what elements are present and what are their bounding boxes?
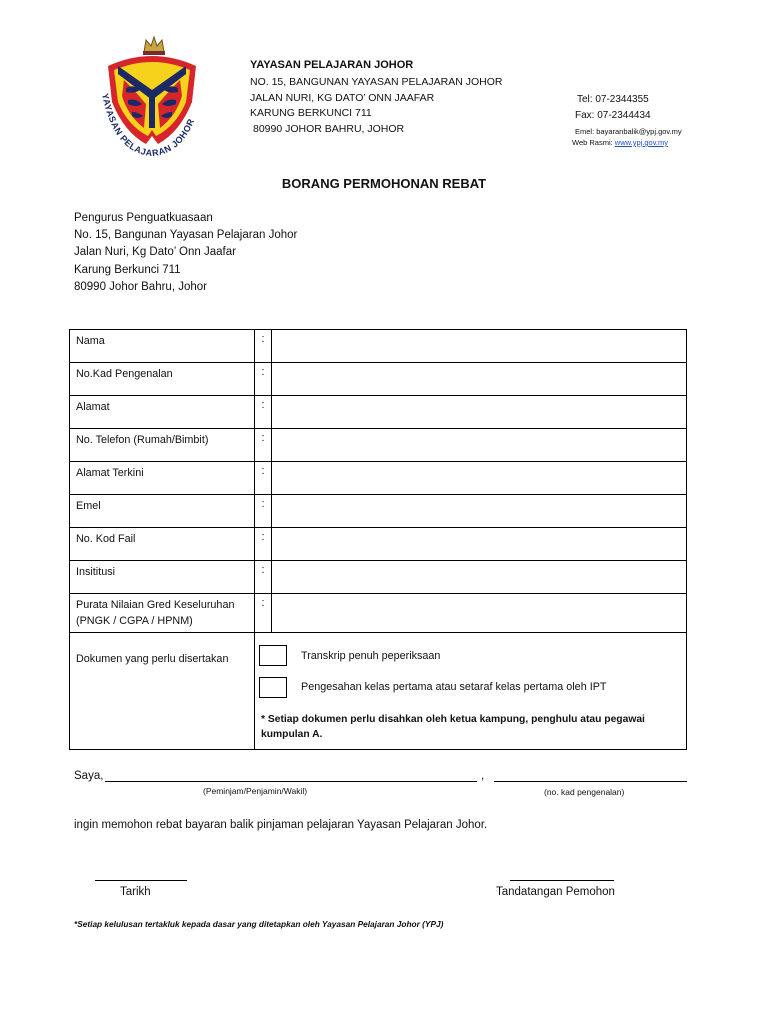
form-row-kod-fail [70,528,687,561]
field-input-kod-fail[interactable] [272,528,687,561]
field-input-nama[interactable] [272,330,687,363]
colon: : [255,594,272,633]
form-row-alamat-terkini [70,462,687,495]
field-input-alamat[interactable] [272,396,687,429]
recipient-address [74,210,297,296]
email: Emel: bayaranbalik@ypj.gov.my [575,127,682,136]
form-row-dokumen [70,633,687,750]
date-label: Tarikh [120,886,151,898]
ypj-logo [88,32,216,160]
signature-label: Tandatangan Pemohon [496,886,615,898]
field-label: Emel [70,495,255,528]
saya-label: Saya, [74,770,104,782]
field-label-pngk [70,594,255,633]
field-input-telefon[interactable] [272,429,687,462]
colon: : [255,462,272,495]
signature-line[interactable] [510,880,614,881]
field-label: Dokumen yang perlu disertakan [70,633,255,750]
field-label: No. Telefon (Rumah/Bimbit) [70,429,255,462]
field-label: Alamat Terkini [70,462,255,495]
form-row-ic [70,363,687,396]
address-line: JALAN NURI, KG DATO’ ONN JAAFAR [250,91,435,104]
checkbox-label: Pengesahan kelas pertama atau setaraf kelas pertama oleh IPT [301,681,607,693]
field-label: (PNGK / CGPA / HPNM) [76,615,193,627]
name-blank[interactable] [105,781,477,782]
org-address [250,75,502,137]
field-input-ic[interactable] [272,363,687,396]
field-input-alamat-terkini[interactable] [272,462,687,495]
colon: : [255,330,272,363]
checkbox-pengesahan[interactable] [259,677,287,698]
recipient-line: Jalan Nuri, Kg Dato’ Onn Jaafar [74,246,236,259]
recipient-line: No. 15, Bangunan Yayasan Pelajaran Johor [74,229,298,242]
field-label: Insititusi [70,561,255,594]
field-label: No. Kod Fail [70,528,255,561]
address-line: NO. 15, BANGUNAN YAYASAN PELAJARAN JOHOR [250,76,503,88]
form-row-nama [70,330,687,363]
field-label: Purata Nilaian Gred Keseluruhan [76,599,235,611]
checkbox-transkrip[interactable] [259,645,287,666]
field-label: Alamat [70,396,255,429]
colon: : [255,528,272,561]
crown-icon [143,37,165,55]
colon: : [255,363,272,396]
form-title: BORANG PERMOHONAN REBAT [281,176,487,191]
colon: : [255,561,272,594]
svg-text:YAYASAN PELAJARAN JOHOR: YAYASAN PELAJARAN JOHOR [100,92,197,159]
application-form-table [69,329,687,750]
field-input-pngk[interactable] [272,594,687,633]
colon: : [255,429,272,462]
web-label: Web Rasmi: [572,138,615,147]
checkbox-label: Transkrip penuh peperiksaan [301,650,441,662]
form-row-alamat [70,396,687,429]
org-name: YAYASAN PELAJARAN JOHOR [250,59,414,71]
colon: : [255,396,272,429]
recipient-line: 80990 Johor Bahru, Johor [74,280,207,293]
footnote: *Setiap kelulusan tertakluk kepada dasar yang ditetapkan oleh Yayasan Pelajaran Johor (YPJ) [74,919,444,929]
address-line: 80990 JOHOR BAHRU, JOHOR [253,122,405,135]
contact-info [572,92,682,151]
web-link[interactable]: www.ypj.gov.my [614,138,669,147]
name-caption: (Peminjam/Penjamin/Wakil) [203,786,308,796]
date-line[interactable] [95,880,187,881]
recipient-line: Karung Berkunci 711 [74,263,181,276]
documents-cell [255,633,687,750]
field-label: Nama [70,330,255,363]
tel: Tel: 07-2344355 [577,94,649,105]
colon: : [255,495,272,528]
documents-note: * Setiap dokumen perlu disahkan oleh ketua kampung, penghulu atau pegawai kumpulan A. [261,714,645,740]
field-input-institusi[interactable] [272,561,687,594]
comma: , [481,770,485,782]
ic-caption: (no. kad pengenalan) [544,787,625,797]
web [572,135,682,151]
form-row-institusi [70,561,687,594]
address-line: KARUNG BERKUNCI 711 [250,107,372,119]
declaration-statement: ingin memohon rebat bayaran balik pinjaman pelajaran Yayasan Pelajaran Johor. [74,819,488,831]
field-label: No.Kad Pengenalan [70,363,255,396]
ic-blank[interactable] [494,781,687,782]
form-row-pngk [70,594,687,633]
form-row-emel [70,495,687,528]
recipient-line: Pengurus Penguatkuasaan [74,212,213,224]
fax: Fax: 07-2344434 [575,110,651,121]
field-input-emel[interactable] [272,495,687,528]
form-row-telefon [70,429,687,462]
